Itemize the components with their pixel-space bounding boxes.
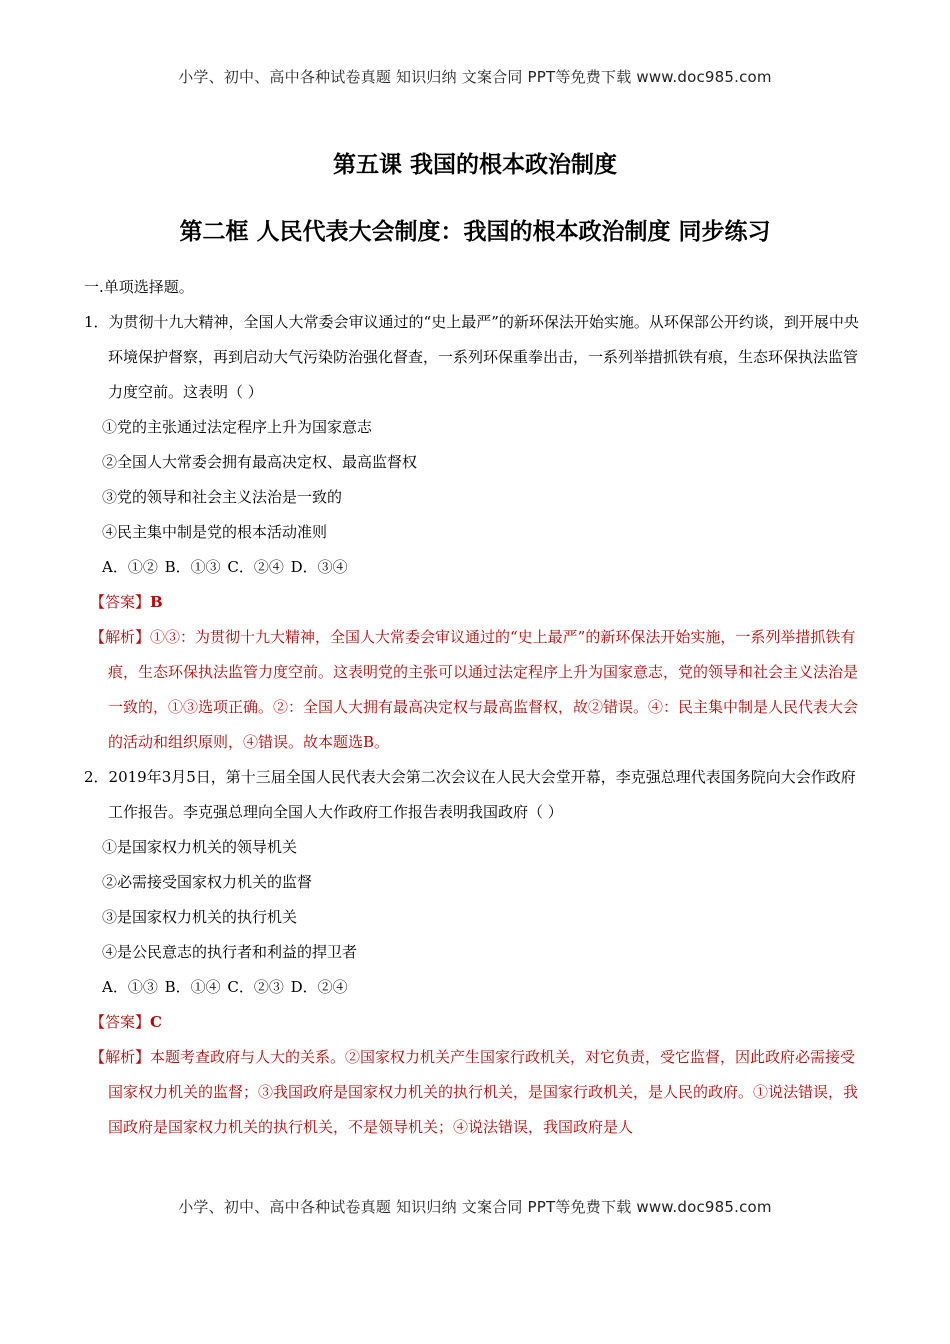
statement-option: ①是国家权力机关的领导机关 bbox=[102, 838, 298, 856]
analysis-tag: 【解析】 bbox=[90, 1048, 151, 1066]
statement-option: ④是公民意志的执行者和利益的捍卫者 bbox=[102, 943, 358, 961]
statement-option: ②全国人大常委会拥有最高决定权、最高监督权 bbox=[102, 453, 418, 471]
page-header: 小学、初中、高中各种试卷真题 知识归纳 文案合同 PPT等免费下载 www.doc985.com bbox=[178, 68, 772, 86]
section-heading: 一.单项选择题。 bbox=[84, 278, 194, 296]
document-body bbox=[84, 270, 869, 1145]
answer-choices: A．①③ B．①④ C．②③ D．②④ bbox=[102, 978, 348, 996]
statement-option: ③党的领导和社会主义法治是一致的 bbox=[102, 488, 343, 506]
analysis-paragraph bbox=[84, 620, 869, 760]
answer-line bbox=[84, 585, 869, 620]
statement-option: ①党的主张通过法定程序上升为国家意志 bbox=[102, 418, 373, 436]
answer-tag: 【答案】 bbox=[90, 593, 151, 611]
analysis-tag: 【解析】 bbox=[90, 628, 151, 646]
question-block bbox=[84, 305, 869, 760]
answer-value: B bbox=[150, 593, 163, 611]
question-text: 2019年3月5日，第十三届全国人民代表大会第二次会议在人民大会堂开幕，李克强总理代表国务院向大会作政府工作报告。李克强总理向全国人大作政府工作报告表明我国政府（ ） bbox=[108, 768, 856, 821]
analysis-text: 本题考查政府与人大的关系。②国家权力机关产生国家行政机关，对它负责，受它监督，因此政府必需接受国家权力机关的监督；③我国政府是国家权力机关的执行机关，是国家行政机关，是人民的政府。①说法错误，我国政府是国家权力机关的执行机关，不是领导机关；④说法错误，我国政府是人 bbox=[108, 1048, 859, 1136]
answer-choices: A．①② B．①③ C．②④ D．③④ bbox=[102, 558, 348, 576]
question-text: 为贯彻十九大精神，全国人大常委会审议通过的“史上最严”的新环保法开始实施。从环保部公开约谈，到开展中央环境保护督察，再到启动大气污染防治强化督查，一系列环保重拳出击，一系列举措抓铁有痕，生态环保执法监管力度空前。这表明（ ） bbox=[108, 313, 859, 401]
analysis-paragraph bbox=[84, 1040, 869, 1145]
answer-line bbox=[84, 1005, 869, 1040]
question-stem bbox=[84, 305, 869, 410]
statement-option: ③是国家权力机关的执行机关 bbox=[102, 908, 298, 926]
question-number: 1． bbox=[84, 313, 109, 331]
question-block bbox=[84, 760, 869, 1145]
answer-value: C bbox=[150, 1013, 162, 1031]
statement-option: ②必需接受国家权力机关的监督 bbox=[102, 873, 313, 891]
question-number: 2． bbox=[84, 768, 109, 786]
question-stem bbox=[84, 760, 869, 830]
statement-option: ④民主集中制是党的根本活动准则 bbox=[102, 523, 328, 541]
answer-tag: 【答案】 bbox=[90, 1013, 151, 1031]
lesson-title: 第五课 我国的根本政治制度 bbox=[332, 152, 617, 178]
page-footer: 小学、初中、高中各种试卷真题 知识归纳 文案合同 PPT等免费下载 www.doc985.com bbox=[178, 1198, 772, 1216]
section-title: 第二框 人民代表大会制度：我国的根本政治制度 同步练习 bbox=[179, 219, 771, 245]
analysis-text: ①③：为贯彻十九大精神，全国人大常委会审议通过的“史上最严”的新环保法开始实施，一系列举措抓铁有痕，生态环保执法监管力度空前。这表明党的主张可以通过法定程序上升为国家意志，党的领导和社会主义法治是一致的，①③选项正确。②：全国人大拥有最高决定权与最高监督权，故②错误。④：民主集中制是人民代表大会的活动和组织原则，④错误。故本题选B。 bbox=[108, 628, 859, 751]
